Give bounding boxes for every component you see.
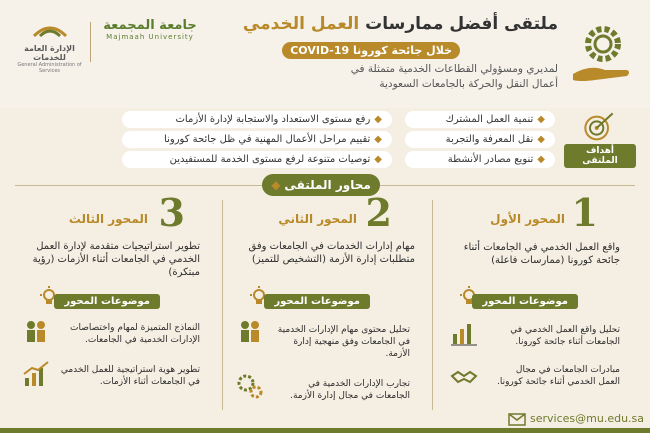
topics-header: موضوعات المحور (264, 294, 370, 309)
services-logo-icon (30, 18, 70, 40)
goal-item: ◆تنمية العمل المشترك (405, 111, 555, 128)
topics-header: موضوعات المحور (472, 294, 578, 309)
topic-item: تحليل واقع العمل الخدمي في الجامعات أثناء جائحة كورونا. (510, 325, 620, 347)
axis-number: 2 (365, 190, 392, 235)
mail-icon (508, 413, 526, 426)
axis-description: واقع العمل الخدمي في الجامعات أثناء جائحة كورونا (ممارسات فاعلة) (463, 242, 620, 266)
gear-hand-icon (565, 14, 640, 89)
services-logo: الإدارة العامة للخدمات General Administration of Services (12, 18, 87, 74)
goal-item: ◆توصيات متنوعة لرفع مستوى الخدمة للمستفيدين (122, 151, 392, 168)
axis-description: مهام إدارات الخدمات في الجامعات وفق متطلبات إدارة الأزمة (التشخيص للتميز) (248, 241, 415, 265)
target-icon (578, 108, 618, 148)
column-divider (432, 200, 433, 410)
axis-description: تطوير استراتيجيات متقدمة لإدارة العمل الخدمي في الجامعات أثناء الأزمات (رؤية مبتكرة) (32, 241, 200, 278)
axis-name: المحور الثالث (68, 212, 148, 226)
footer-bar (0, 428, 650, 433)
chart-icon (450, 318, 478, 346)
column-divider (222, 200, 223, 410)
goal-item: ◆نقل المعرفة والتجربة (405, 131, 555, 148)
header-description: لمديري ومسؤولي القطاعات الخدمية متمثلة في أعمال النقل والحركة بالجامعات السعودية (350, 63, 558, 90)
growth-icon (22, 360, 50, 388)
topics-header: موضوعات المحور (54, 294, 160, 309)
topic-item: النماذج المتميزة لمهام واختصاصات الإدارات الخدمية في الجامعات. (69, 323, 200, 345)
goal-item: ◆رفع مستوى الاستعداد والاستجابة لإدارة الأزمات (122, 111, 392, 128)
university-logo: جامعة المجمعة Majmaah University (103, 18, 197, 41)
axis-number: 3 (158, 190, 185, 235)
topic-item: تطوير هوية استراتيجية للعمل الخدمي في الجامعات أثناء الأزمات. (60, 365, 200, 387)
goal-item: ◆تقييم مراحل الأعمال المهنية في ظل جائحة كورونا (122, 131, 392, 148)
axis-name: المحور الثاني (278, 212, 357, 226)
logo-divider (90, 22, 91, 62)
contact-email[interactable]: services@mu.edu.sa (530, 412, 645, 425)
handshake-icon (450, 362, 478, 390)
topic-item: تجارب الإدارات الخدمية في الجامعات في مجال إدارة الأزمة. (290, 379, 410, 401)
page-title: ملتقى أفضل ممارسات العمل الخدمي (242, 14, 558, 34)
axis-number: 1 (571, 190, 598, 235)
topic-item: تحليل محتوى مهام الإدارات الخدمية في الجامعات وفق منهجية إدارة الأزمة. (277, 325, 410, 359)
axis-name: المحور الأول (490, 212, 565, 226)
axes-title: محاور الملتقى◆ (262, 174, 380, 196)
goals-label: أهداف الملتقى (564, 144, 636, 168)
team-icon (22, 318, 50, 346)
gears-icon (236, 372, 264, 400)
topic-item: مبادرات الجامعات في مجال العمل الخدمي أثناء جائحة كورونا. (496, 365, 620, 387)
subtitle-badge: خلال جائحة كورونا COVID-19 (282, 42, 460, 59)
team-icon (236, 318, 264, 346)
goal-item: ◆تنويع مصادر الأنشطة (405, 151, 555, 168)
header (0, 0, 650, 108)
